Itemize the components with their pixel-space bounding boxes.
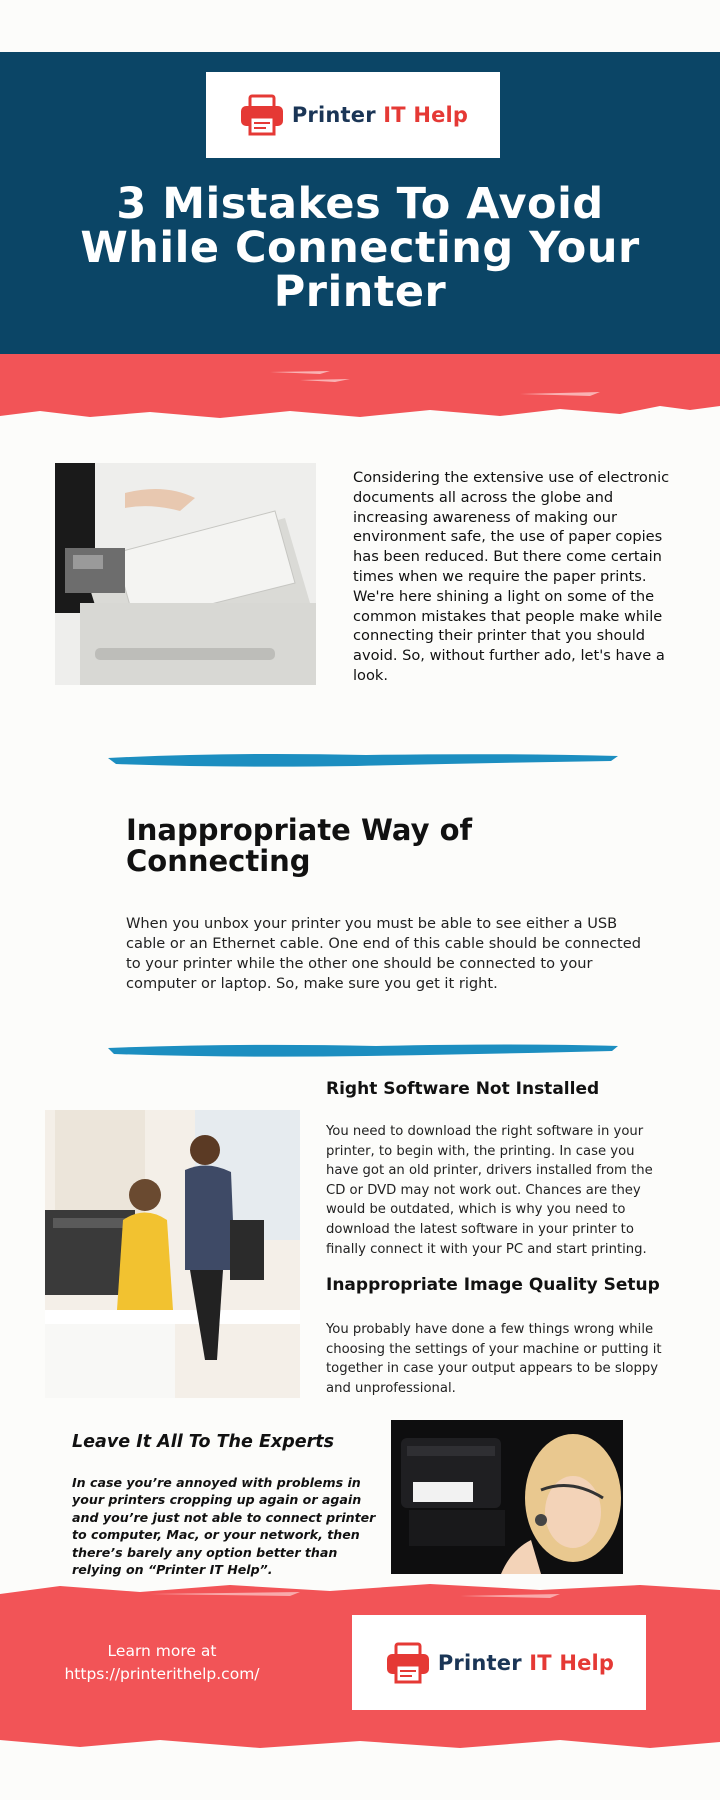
section-heading: Inappropriate Way of Connecting xyxy=(126,813,473,878)
blue-brush-divider xyxy=(106,1041,620,1061)
page-title: 3 Mistakes To Avoid While Connecting Your Printer xyxy=(80,179,640,317)
office-workers-photo xyxy=(45,1110,300,1398)
section-body: You need to download the right software in your printer, to begin with, the printing. In case you have got an old printer, drivers installed from the CD or DVD may not work out. Chances are they would be outdated, which is why you need to download the latest software in your printer to finally connect it with your PC and start printing. xyxy=(326,1124,653,1257)
section-heading: Inappropriate Image Quality Setup xyxy=(326,1275,660,1295)
experts-heading: Leave It All To The Experts xyxy=(72,1432,335,1452)
section-heading: Right Software Not Installed xyxy=(326,1079,600,1099)
brand-logo xyxy=(206,72,500,158)
brand-wordmark: Printer IT Help xyxy=(291,103,469,127)
office-printer-photo xyxy=(55,463,316,685)
printer-icon xyxy=(238,93,286,137)
learn-more-text xyxy=(52,1640,272,1686)
website-link[interactable]: https://printerithelp.com/ xyxy=(64,1665,260,1683)
printer-icon xyxy=(384,1641,432,1685)
support-agent-photo xyxy=(391,1420,623,1574)
intro-paragraph: Considering the extensive use of electronic documents all across the globe and increasing awareness of making our environment safe, the use of paper copies has been reduced. But there come certain times when we require the paper prints. We're here shining a light on some of the common mistakes that people make while connecting their printer that you should avoid. So, without further ado, let's have a look. xyxy=(353,469,670,684)
section-body: You probably have done a few things wrong while choosing the settings of your machine or putting it together in case your output appears to be sloppy and unprofessional. xyxy=(326,1322,662,1396)
footer-brand-logo xyxy=(352,1615,646,1710)
header-banner xyxy=(0,52,720,354)
learn-more-label: Learn more at xyxy=(107,1642,217,1660)
blue-brush-divider xyxy=(106,750,620,770)
brush-stroke-divider xyxy=(0,354,720,424)
experts-body: In case you’re annoyed with problems in your printers cropping up again or again and you’re just not able to connect printer to computer, Mac, or your network, then there’s barely any option better than relying on “Printer IT Help”. xyxy=(72,1475,376,1578)
brand-wordmark: Printer IT Help xyxy=(437,1650,615,1675)
section-body: When you unbox your printer you must be able to see either a USB cable or an Ethernet cable. One end of this cable should be connected to your printer while the other one should be connected to your computer or laptop. So, make sure you get it right. xyxy=(126,915,641,992)
